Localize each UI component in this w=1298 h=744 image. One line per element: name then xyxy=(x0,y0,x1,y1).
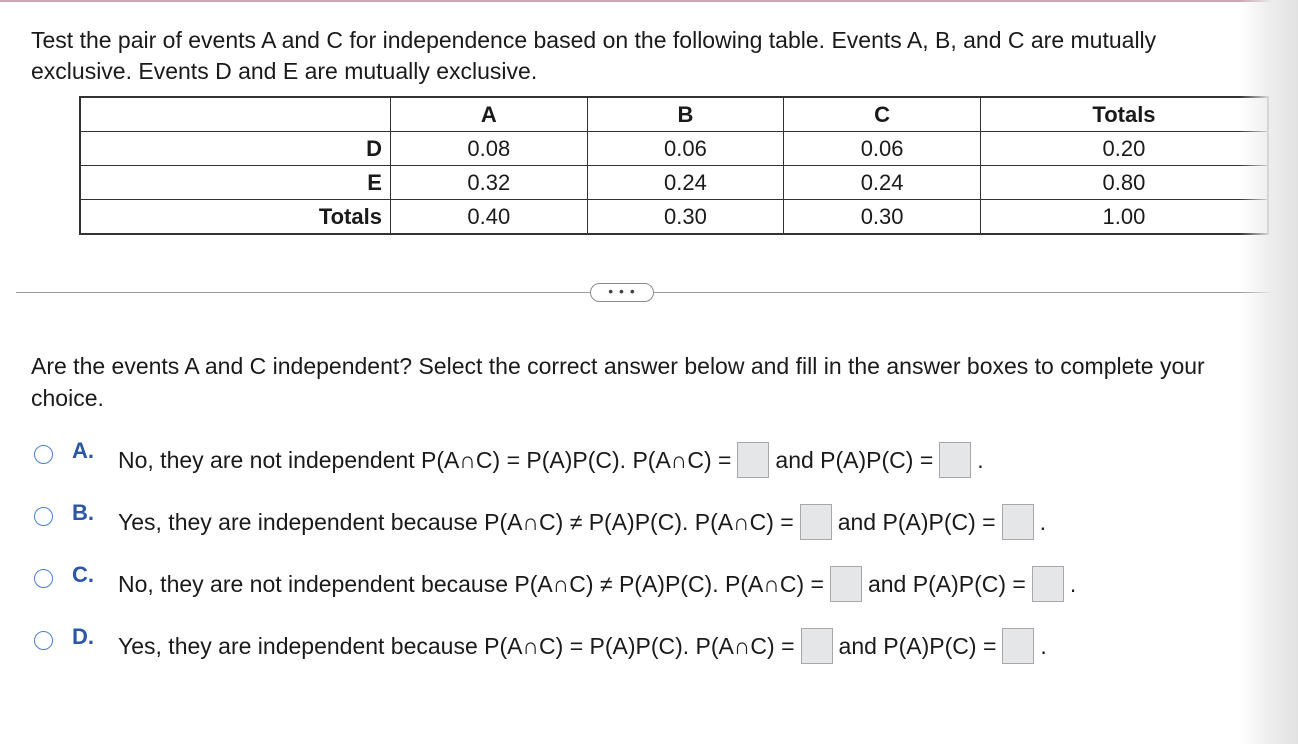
answer-input-joint[interactable] xyxy=(830,566,862,602)
answer-input-product[interactable] xyxy=(1002,504,1034,540)
option-letter: A. xyxy=(72,438,94,463)
option-end-text: . xyxy=(1040,632,1047,659)
option-letter: B. xyxy=(72,500,94,525)
option-text: Yes, they are independent because P(A∩C) = P(A)P(C). P(A∩C) = xyxy=(118,632,795,659)
table-cell: 1.00 xyxy=(980,200,1268,235)
radio-button[interactable] xyxy=(34,445,53,464)
table-cell: 0.32 xyxy=(390,166,587,200)
question-text: Test the pair of events A and C for independence based on the following table. Events A, B, and C are mutually exclusive. Events D and E are mutually exclusive. xyxy=(31,27,1157,84)
probability-table xyxy=(79,96,1269,235)
table-row xyxy=(80,166,1268,200)
table-header-cell: C xyxy=(784,97,981,132)
table-cell: 0.30 xyxy=(784,200,981,235)
answer-input-product[interactable] xyxy=(1032,566,1064,602)
radio-button[interactable] xyxy=(34,631,53,650)
option-mid-text: and P(A)P(C) = xyxy=(867,570,1026,597)
table-cell: 0.20 xyxy=(980,132,1268,166)
row-label: Totals xyxy=(80,200,390,235)
row-label: D xyxy=(80,132,390,166)
option-letter: C. xyxy=(72,562,94,587)
answer-input-joint[interactable] xyxy=(737,442,769,478)
option-text: No, they are not independent P(A∩C) = P(A)P(C). P(A∩C) = xyxy=(118,446,732,473)
table-header-cell: B xyxy=(587,97,784,132)
radio-button[interactable] xyxy=(34,569,53,588)
row-label: E xyxy=(80,166,390,200)
table-header-cell: A xyxy=(390,97,587,132)
table-cell: 0.24 xyxy=(587,166,784,200)
option-end-text: . xyxy=(1039,508,1046,535)
prompt-text: Are the events A and C independent? Select the correct answer below and fill in the answer boxes to complete your choice. xyxy=(31,353,1205,411)
option-mid-text: and P(A)P(C) = xyxy=(837,508,996,535)
option-text: No, they are not independent because P(A∩C) ≠ P(A)P(C). P(A∩C) = xyxy=(118,570,824,597)
table-cell: 0.24 xyxy=(784,166,981,200)
table-cell: 0.08 xyxy=(390,132,587,166)
radio-button[interactable] xyxy=(34,507,53,526)
answer-input-joint[interactable] xyxy=(801,628,833,664)
table-cell: 0.40 xyxy=(390,200,587,235)
table-cell: 0.30 xyxy=(587,200,784,235)
option-end-text: . xyxy=(977,446,984,473)
table-row xyxy=(80,132,1268,166)
table-header-cell: Totals xyxy=(980,97,1268,132)
option-text: Yes, they are independent because P(A∩C) ≠ P(A)P(C). P(A∩C) = xyxy=(118,508,794,535)
table-cell: 0.80 xyxy=(980,166,1268,200)
option-mid-text: and P(A)P(C) = xyxy=(838,632,997,659)
scroll-shadow xyxy=(1240,0,1298,744)
table-header-row xyxy=(80,97,1268,132)
answer-input-product[interactable] xyxy=(1002,628,1034,664)
table-header-cell xyxy=(80,97,390,132)
table-row xyxy=(80,200,1268,235)
answer-input-joint[interactable] xyxy=(800,504,832,540)
table-cell: 0.06 xyxy=(587,132,784,166)
top-accent-bar xyxy=(0,0,1298,2)
option-mid-text: and P(A)P(C) = xyxy=(775,446,934,473)
table-cell: 0.06 xyxy=(784,132,981,166)
answer-input-product[interactable] xyxy=(939,442,971,478)
expand-more-button[interactable]: • • • xyxy=(590,283,654,302)
option-end-text: . xyxy=(1069,570,1077,597)
option-letter: D. xyxy=(72,624,94,649)
